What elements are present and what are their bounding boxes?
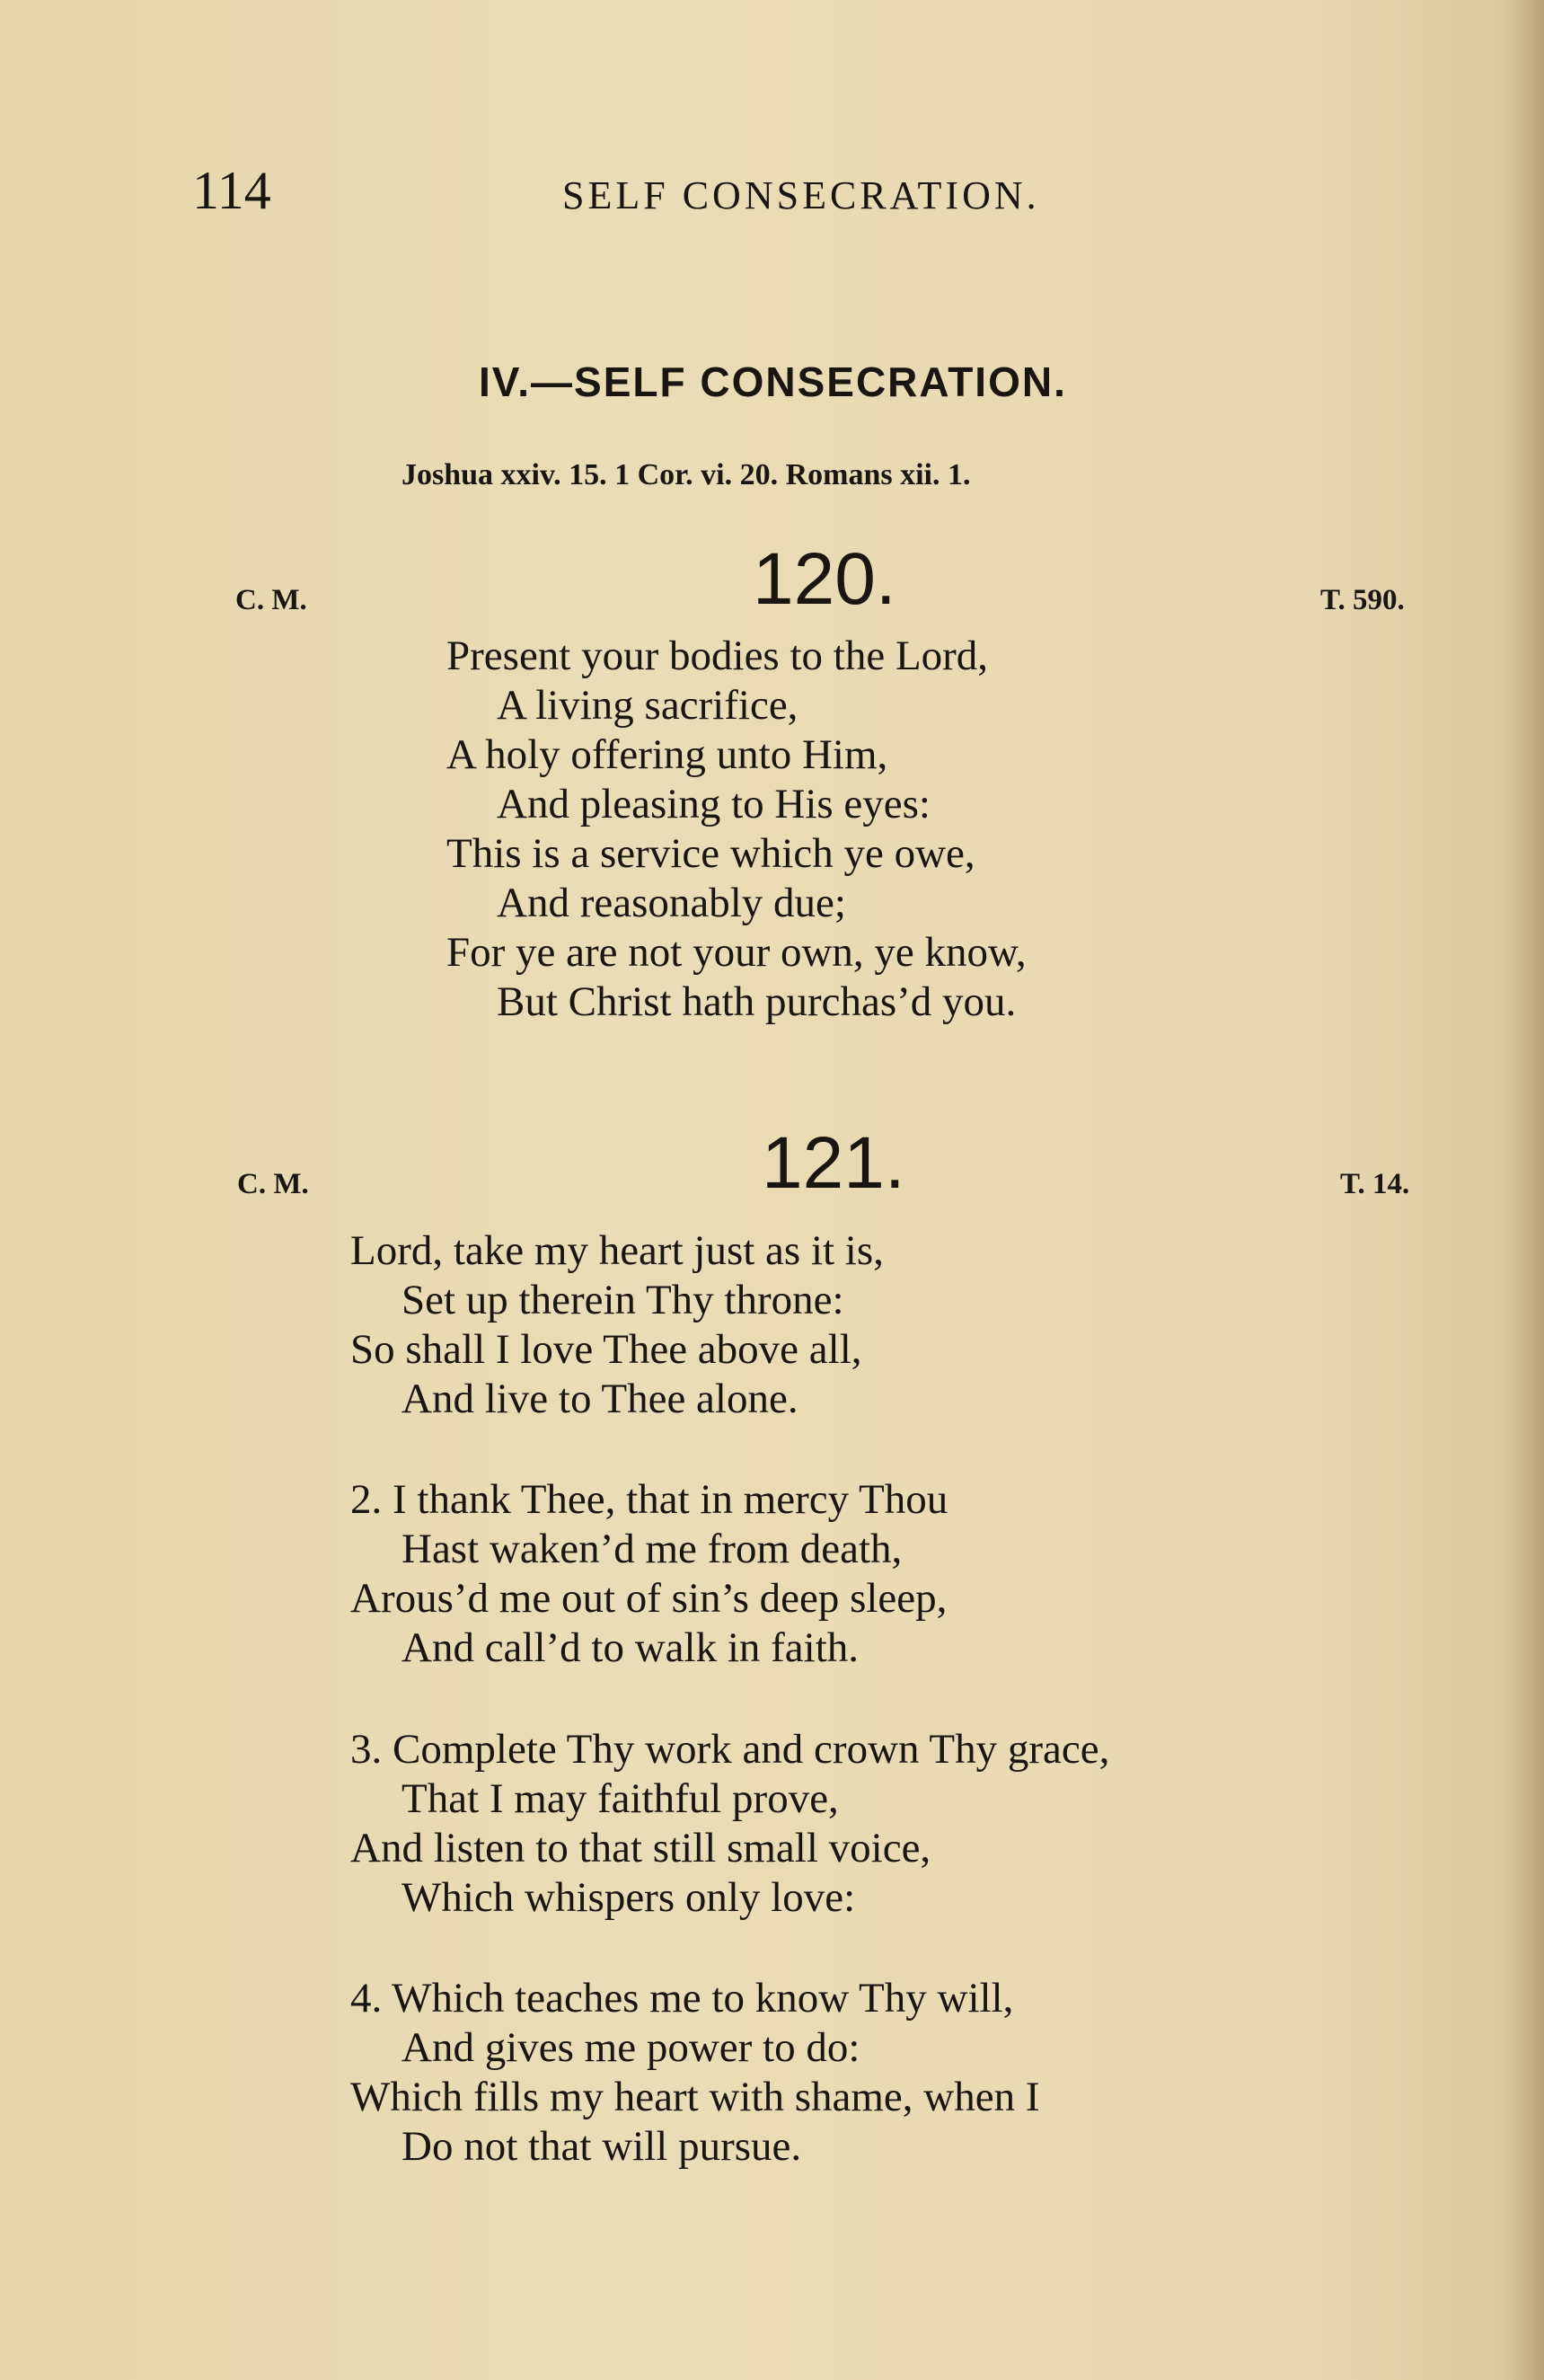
verse-line: And listen to that still small voice, — [350, 1825, 931, 1871]
hymn-number: 121. — [762, 1122, 905, 1204]
running-title: SELF CONSECRATION. — [562, 173, 1040, 217]
verse-line: Arous’d me out of sin’s deep sleep, — [350, 1575, 948, 1622]
verse-line: Which whispers only love: — [401, 1874, 856, 1921]
verse-line: This is a service which ye owe, — [446, 830, 975, 877]
verse-line: A holy offering unto Him, — [446, 731, 888, 778]
verse-line: And call’d to walk in faith. — [401, 1624, 860, 1671]
verse-line: And gives me power to do: — [401, 2024, 860, 2071]
verse-line: Set up therein Thy throne: — [401, 1277, 844, 1323]
hymn-tune: T. 14. — [1340, 1168, 1410, 1200]
page-edge-shadow — [1508, 0, 1544, 2380]
verse-line: 3. Complete Thy work and crown Thy grace, — [350, 1726, 1110, 1773]
verse-line: Hast waken’d me from death, — [401, 1526, 903, 1572]
verse-line: That I may faithful prove, — [401, 1775, 839, 1822]
verse-line: But Christ hath purchas’d you. — [497, 978, 1017, 1025]
verse-line: For ye are not your own, ye know, — [446, 929, 1027, 976]
verse-line: And pleasing to His eyes: — [497, 781, 931, 827]
hymn-tune: T. 590. — [1320, 584, 1405, 616]
hymn-meter: C. M. — [237, 1168, 309, 1200]
verse-line: 2. I thank Thee, that in mercy Thou — [350, 1476, 948, 1523]
hymn-meter: C. M. — [235, 584, 307, 616]
page-number: 114 — [192, 161, 271, 220]
verse-line: And reasonably due; — [497, 880, 846, 926]
verse-line: And live to Thee alone. — [401, 1376, 798, 1422]
verse-line: Which fills my heart with shame, when I — [350, 2074, 1040, 2120]
hymn-number: 120. — [753, 538, 896, 620]
scripture-references: Joshua xxiv. 15. 1 Cor. vi. 20. Romans xii. 1. — [401, 458, 971, 491]
verse-line: Do not that will pursue. — [401, 2123, 802, 2170]
verse-line: Present your bodies to the Lord, — [446, 633, 989, 679]
verse-line: A living sacrifice, — [497, 682, 798, 729]
verse-line: Lord, take my heart just as it is, — [350, 1227, 884, 1274]
section-heading: IV.—SELF CONSECRATION. — [479, 358, 1067, 405]
verse-line: 4. Which teaches me to know Thy will, — [350, 1975, 1014, 2022]
verse-line: So shall I love Thee above all, — [350, 1326, 862, 1373]
